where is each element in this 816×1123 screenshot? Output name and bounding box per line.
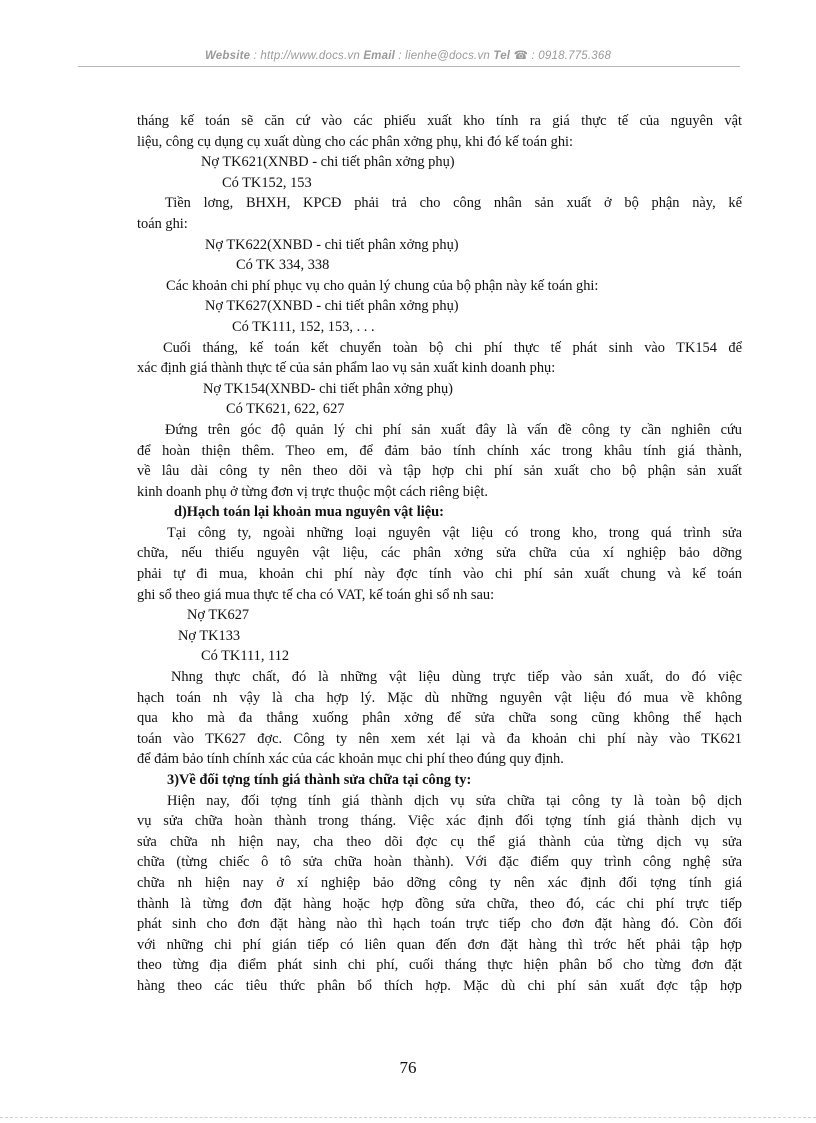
- header-tel-label: Tel: [493, 50, 511, 62]
- text-line: Nhng thực chất, đó là những vật liệu dùng trực tiếp vào sản xuất, do đó việc: [171, 669, 742, 686]
- text-line: Đứng trên góc độ quản lý chi phí sản xuất đây là vấn đề công ty cần nghiên cứu: [165, 421, 742, 438]
- text-line: Nợ TK627: [187, 607, 250, 624]
- text-line: Tại công ty, ngoài những loại nguyên vật liệu có trong kho, trong quá trình sửa: [167, 524, 742, 541]
- document-body: [137, 111, 742, 997]
- text-line: chữa, nếu thiếu nguyên vật liệu, các phân xởng sửa chữa của xí nghiệp bảo dỡng: [137, 545, 742, 562]
- text-line: ghi sổ theo giá mua thực tế cha có VAT, kế toán ghi sổ nh sau:: [137, 586, 495, 603]
- section-heading: d)Hạch toán lại khoản mua nguyên vật liệu:: [174, 504, 444, 521]
- text-line: Nợ TK627(XNBD - chi tiết phân xởng phụ): [205, 298, 459, 315]
- text-line: Hiện nay, đối tợng tính giá thành dịch vụ sửa chữa tại công ty là toàn bộ dịch: [167, 792, 742, 809]
- text-line: Nợ TK621(XNBD - chi tiết phân xởng phụ): [201, 154, 455, 171]
- text-line: kinh doanh phụ ở từng đơn vị trực thuộc một cách riêng biệt.: [137, 483, 488, 500]
- page-bottom-border: [0, 1117, 816, 1118]
- text-line: Cuối tháng, kế toán kết chuyển toàn bộ chi phí thực tế phát sinh vào TK154 để: [163, 339, 742, 356]
- text-line: Có TK152, 153: [222, 174, 312, 191]
- text-line: Nợ TK154(XNBD- chi tiết phân xởng phụ): [203, 380, 453, 397]
- text-line: sửa chữa nh hiện nay, cha theo dõi đợc cụ thể giá thành của từng dịch vụ sửa: [137, 833, 742, 850]
- text-line: toán ghi:: [137, 215, 188, 232]
- text-line: phải tự đi mua, khoản chi phí này đợc tính vào chi phí sản xuất chung và kế toán: [137, 566, 742, 583]
- page-header: [0, 48, 816, 62]
- text-line: về lâu dài công ty nên theo dõi và tập hợp chi phí sản xuất cho bộ phận sản xuất: [137, 463, 742, 480]
- header-email-label: Email: [363, 50, 395, 62]
- text-line: thành là từng đơn đặt hàng hoặc hợp đồng sửa chữa, theo đó, các chi phí trực tiếp: [137, 895, 742, 912]
- text-line: hạch toán nh vậy là cha hợp lý. Mặc dù những nguyên vật liệu đó mua về không: [137, 689, 742, 706]
- text-line: phát sinh cho đơn đặt hàng nào thì hạch toán trực tiếp cho đơn đặt hàng đó. Còn đối: [137, 916, 742, 933]
- text-line: toán vào TK627 đợc. Công ty nên xem xét lại và đa khoản chi phí này vào TK621: [137, 730, 742, 747]
- section-heading: 3)Về đối tợng tính giá thành sửa chữa tại công ty:: [167, 772, 472, 788]
- text-line: chữa (từng chiếc ô tô sửa chữa hoàn thành). Với đặc điểm quy trình công nghệ sửa: [137, 854, 742, 871]
- text-line: chữa nh hiện nay ở xí nghiệp bảo dỡng công ty nên xác định đối tợng tính giá: [137, 874, 742, 891]
- text-line: Tiền lơng, BHXH, KPCĐ phải trả cho công nhân sản xuất ở bộ phận này, kế: [165, 195, 742, 212]
- text-line: theo từng địa điểm phát sinh chi phí, cuối tháng thực hiện phân bổ cho từng đơn đặt: [137, 957, 742, 974]
- text-line: để hoàn thiện thêm. Theo em, để đảm bảo tính chính xác trong khâu tính giá thành,: [137, 442, 742, 459]
- text-line: tháng kế toán sẽ căn cứ vào các phiếu xuất kho tính ra giá thực tế của nguyên vật: [137, 113, 742, 129]
- page-number: 76: [399, 1058, 417, 1077]
- text-line: hàng theo các tiêu thức phân bổ thích hợp. Mặc dù chi phí sản xuất đợc tập hợp: [137, 977, 742, 994]
- text-line: Nợ TK622(XNBD - chi tiết phân xởng phụ): [205, 236, 459, 253]
- header-website-label: Website: [204, 50, 251, 62]
- text-line: liệu, công cụ dụng cụ xuất dùng cho các phân xởng phụ, khi đó kế toán ghi:: [137, 133, 574, 150]
- header-email-address: : lienhe@docs.vn: [395, 50, 494, 62]
- text-line: Có TK621, 622, 627: [226, 401, 345, 418]
- text-line: xác định giá thành thực tế của sản phẩm lao vụ sản xuất kinh doanh phụ:: [137, 360, 556, 377]
- text-line: qua kho mà đa thẳng xuống phân xởng để sửa chữa song cũng không thể hạch: [137, 710, 742, 727]
- text-line: Nợ TK133: [178, 627, 241, 644]
- text-line: với những chi phí gián tiếp có liên quan đến đơn đặt hàng thì trớc hết phải tập hợp: [137, 936, 742, 953]
- text-line: Có TK 334, 338: [236, 257, 330, 274]
- text-line: Các khoản chi phí phục vụ cho quản lý chung của bộ phận này kế toán ghi:: [166, 277, 599, 294]
- header-website-url: : http://www.docs.vn: [250, 50, 364, 62]
- header-rule: [78, 66, 740, 67]
- text-line: Có TK111, 112: [201, 648, 290, 665]
- text-line: để đảm bảo tính chính xác của các khoản mục chi phí theo đúng quy định.: [137, 751, 564, 768]
- text-line: vụ sửa chữa hoàn thành trong tháng. Việc xác định đối tợng tính giá thành dịch vụ: [137, 813, 742, 830]
- text-line: Có TK111, 152, 153, . . .: [232, 318, 375, 335]
- header-tel-number: ☎ : 0918.775.368: [510, 50, 612, 62]
